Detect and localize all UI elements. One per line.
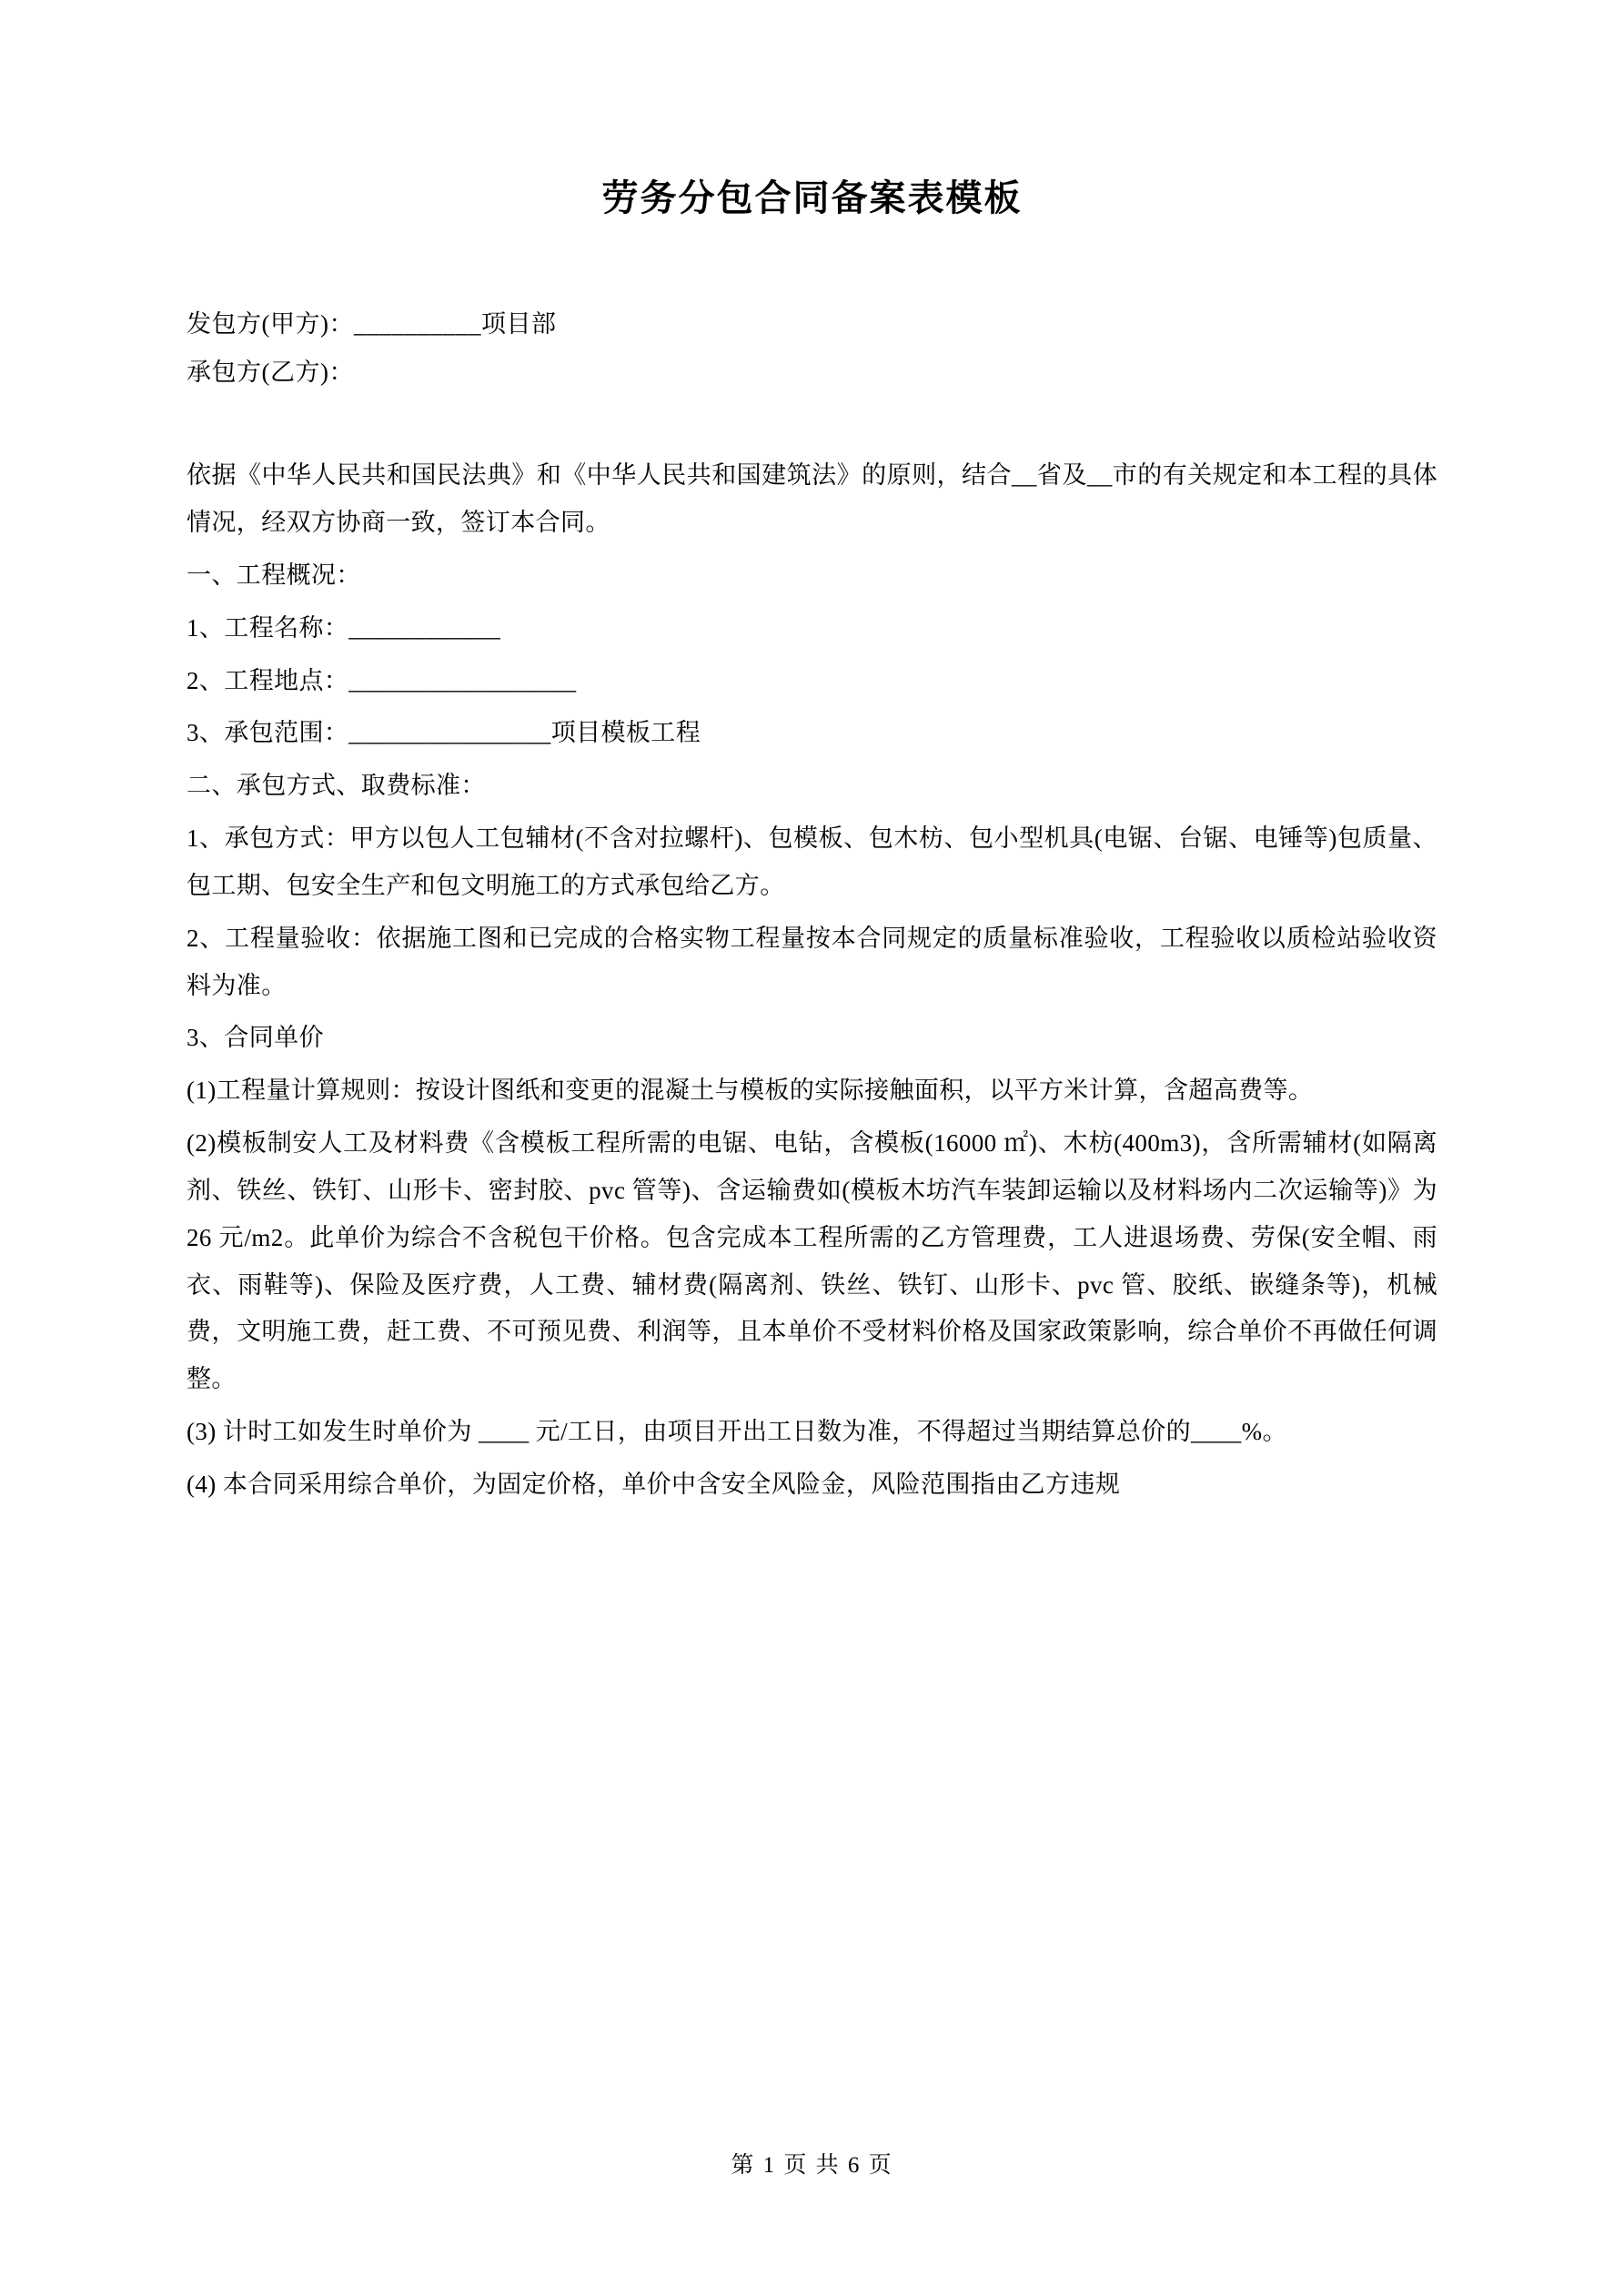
paragraph-section-2-heading: 二、承包方式、取费标准： <box>187 772 486 800</box>
paragraph-fixed-price: (4) 本合同采用综合单价，为固定价格，单价中含安全风险金，风险范围指由乙方违规 <box>187 1470 1121 1498</box>
paragraph-section-1-heading: 一、工程概况： <box>187 561 361 589</box>
page-footer: 第 1 页 共 6 页 <box>731 2153 893 2178</box>
paragraph-daywork-rate: (3) 计时工如发生时单价为 ____ 元/工日，由项目开出工日数为准，不得超过当期结算总价的____%。 <box>187 1418 1287 1446</box>
document-body <box>187 452 1437 1508</box>
section-spacer <box>187 396 1437 452</box>
paragraph-project-name: 1、工程名称：____________ <box>187 613 501 642</box>
paragraph-preamble: 依据《中华人民共和国民法典》和《中华人民共和国建筑法》的原则，结合__省及__市的有关规定和本工程的具体情况，经双方协商一致，签订本合同。 <box>187 461 1437 537</box>
page-title: 劳务分包合同备案表模板 <box>601 178 1023 218</box>
paragraph-contract-method: 1、承包方式：甲方以包人工包辅材(不含对拉螺杆)、包模板、包木枋、包小型机具(电锯、台锯、电锤等)包质量、包工期、包安全生产和包文明施工的方式承包给乙方。 <box>187 824 1437 899</box>
paragraph-unit-price-heading: 3、合同单价 <box>187 1024 324 1052</box>
paragraph-contract-scope: 3、承包范围：________________项目模板工程 <box>187 719 701 747</box>
paragraph-material-labor-cost: (2)模板制安人工及材料费《含模板工程所需的电锯、电钻，含模板(16000 ㎡)、木枋(400m3)，含所需辅材(如隔离剂、铁丝、铁钉、山形卡、密封胶、pvc 管等)、含运输费如(模板木坊汽车装卸运输以及材料场内二次运输等)》为 26 元/m2。此单价为综合不含税包干价格。包含完成本工程所需的乙方管理费，工人进退场费、劳保(安全帽、雨衣、雨鞋等)、保险及医疗费，人工费、辅材费(隔离剂、铁丝、铁钉、山形卡、pvc 管、胶纸、嵌缝条等)，机械费，文明施工费，赶工费、不可预见费、利润等，且本单价不受材料价格及国家政策影响，综合单价不再做任何调整。 <box>187 1129 1437 1393</box>
party-line-contractor: 承包方(乙方)： <box>187 358 354 386</box>
paragraph-quantity-rule: (1)工程量计算规则：按设计图纸和变更的混凝土与模板的实际接触面积，以平方米计算，含超高费等。 <box>187 1077 1314 1105</box>
paragraph-quantity-acceptance: 2、工程量验收：依据施工图和已完成的合格实物工程量按本合同规定的质量标准验收，工程验收以质检站验收资料为准。 <box>187 924 1437 999</box>
paragraph-project-location: 2、工程地点：__________________ <box>187 666 577 694</box>
party-block <box>187 300 1437 396</box>
party-line-employer: 发包方(甲方)：__________项目部 <box>187 310 557 338</box>
